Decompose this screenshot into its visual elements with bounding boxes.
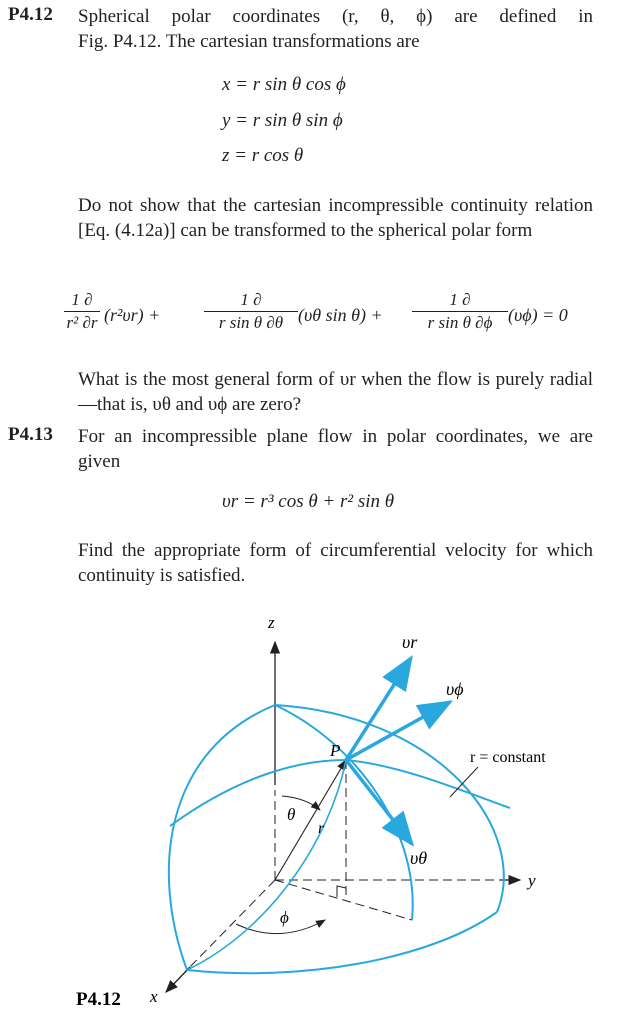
- right-angle-mark: [337, 886, 346, 897]
- label-z: z: [268, 613, 275, 632]
- r-vector: [275, 760, 346, 880]
- problem-number-p413: P4.13: [8, 424, 53, 445]
- projection-radial: [275, 880, 412, 920]
- equation-y: y = r sin θ sin ϕ: [222, 110, 343, 131]
- term2-numerator: 1 ∂: [240, 290, 262, 309]
- vr-vector: [346, 658, 411, 760]
- label-x: x: [150, 987, 158, 1006]
- sphere-outline-bottom: [187, 912, 497, 973]
- figure-caption: P4.12: [76, 989, 121, 1010]
- term3-numerator: 1 ∂: [449, 290, 471, 309]
- equation-z: z = r cos θ: [222, 145, 304, 166]
- term3-argument: (υϕ) = 0: [508, 305, 568, 325]
- p412-intro-line1: Spherical polar coordinates (r, θ, ϕ) are defined in: [78, 6, 593, 27]
- meridian-to-base: [187, 760, 346, 970]
- label-theta: θ: [287, 805, 296, 824]
- label-r-constant: r = constant: [470, 749, 546, 766]
- label-p: P: [330, 741, 341, 760]
- p413-text: For an incompressible plane flow in polar coordinates, we are given: [78, 426, 593, 472]
- p412-question: What is the most general form of υr when the flow is purely radial—that is, υθ and υϕ are zero?: [78, 369, 593, 415]
- spherical-coordinates-figure: [0, 600, 618, 1024]
- term1-argument: (r²υr) +: [104, 305, 161, 325]
- p413-question: Find the appropriate form of circumferential velocity for which continuity is satisfied.: [78, 540, 593, 586]
- term2-fraction: [204, 290, 298, 333]
- term3-denominator: r sin θ ∂ϕ: [427, 313, 493, 332]
- term2-denominator: r sin θ ∂θ: [218, 313, 284, 332]
- term1-denominator: r² ∂r: [66, 313, 98, 332]
- vphi-vector: [346, 702, 450, 760]
- term1-numerator: 1 ∂: [71, 290, 93, 309]
- label-phi: ϕ: [280, 908, 289, 927]
- term3-fraction: [412, 290, 508, 333]
- equation-x: x = r sin θ cos ϕ: [222, 74, 346, 95]
- x-axis-arrow: [166, 967, 190, 992]
- r-constant-leader: [450, 767, 478, 797]
- p413-equation: υr = r³ cos θ + r² sin θ: [222, 491, 395, 512]
- p412-intro-line2: Fig. P4.12. The cartesian transformations are: [78, 31, 420, 52]
- label-vtheta: υθ: [410, 848, 428, 868]
- vtheta-vector: [346, 760, 412, 844]
- label-y: y: [528, 871, 536, 890]
- term1-fraction: [64, 290, 100, 333]
- label-r: r: [318, 820, 325, 837]
- problem-number-p412: P4.12: [8, 4, 53, 25]
- p412-paragraph-2: Do not show that the cartesian incompressible continuity relation [Eq. (4.12a)] can be transformed to the spherical polar form: [78, 195, 593, 241]
- x-axis: [185, 880, 275, 972]
- sphere-outline-left: [169, 705, 275, 970]
- term2-argument: (υθ sin θ) +: [298, 305, 383, 325]
- label-vr: υr: [402, 632, 418, 652]
- label-vphi: υϕ: [446, 679, 464, 699]
